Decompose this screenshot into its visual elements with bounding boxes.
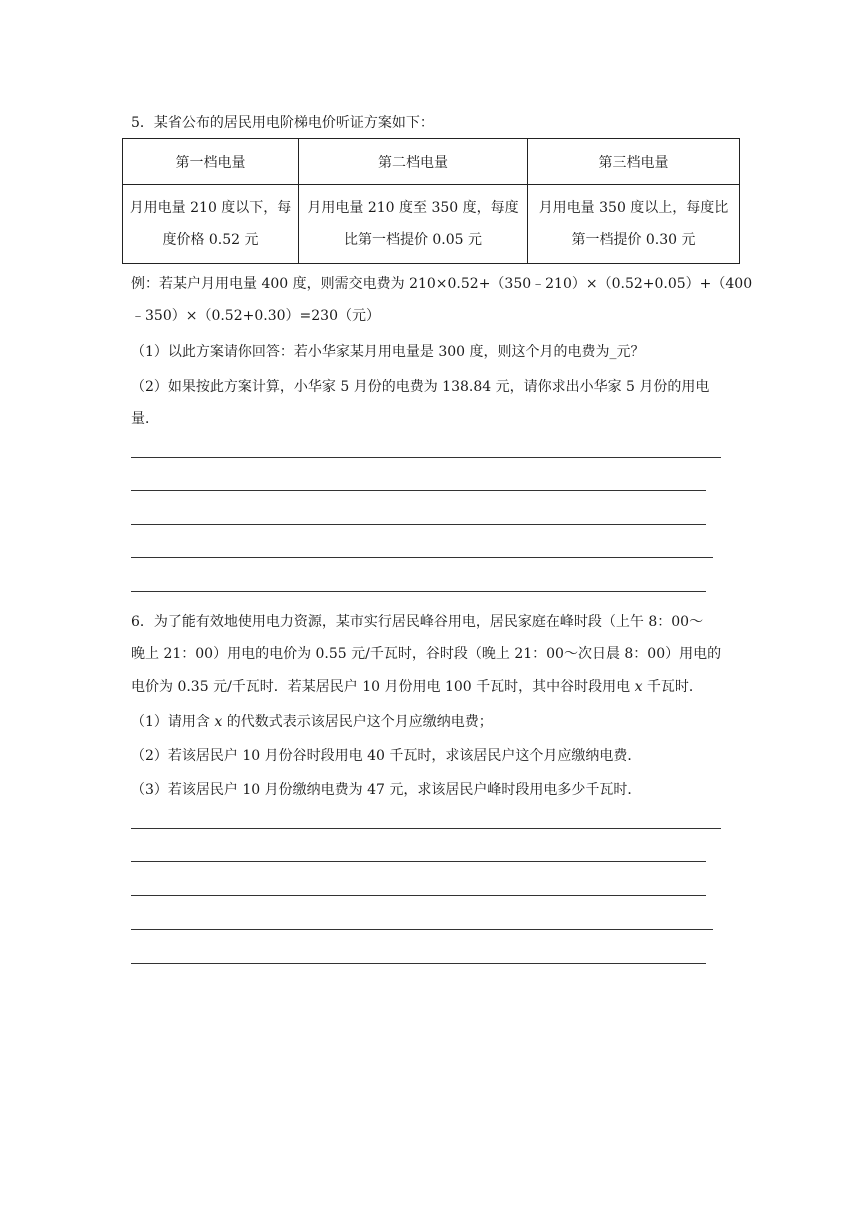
- cell-text: 第一档提价 0.30 元: [571, 232, 696, 248]
- table-cell: [299, 185, 528, 264]
- text-span: （1）请用含: [131, 714, 215, 730]
- answer-line[interactable]: [131, 963, 706, 964]
- table-header-cell: 第三档电量: [528, 139, 740, 185]
- answer-line[interactable]: [131, 929, 713, 930]
- question-6-line-2: 晚上 21：00）用电的电价为 0.55 元/千瓦时，谷时段（晚上 21：00～次日晨 8：00）用电的: [131, 646, 722, 662]
- tariff-table: [122, 138, 740, 264]
- q5-part-2-line-2: 量．: [131, 411, 159, 427]
- cell-text: 月用电量 210 度至 350 度，每度: [307, 200, 519, 216]
- question-6-line-3: [131, 676, 703, 696]
- table-header-cell: 第二档电量: [299, 139, 528, 185]
- table-cell: [528, 185, 740, 264]
- cell-text: 比第一档提价 0.05 元: [343, 232, 483, 248]
- cell-text: 月用电量 350 度以上，每度比: [538, 200, 729, 216]
- cell-text: 月用电量 210 度以下，每: [129, 200, 292, 216]
- answer-line[interactable]: [131, 490, 706, 491]
- answer-line[interactable]: [131, 828, 721, 829]
- example-text-line-1: 例：若某户月用电量 400 度，则需交电费为 210×0.52+（350﹣210）×（0.52+0.05）+（400: [131, 276, 753, 292]
- q5-part-1: （1）以此方案请你回答：若小华家某月用电量是 300 度，则这个月的电费为_元？: [131, 344, 645, 360]
- cell-text: 度价格 0.52 元: [162, 232, 259, 248]
- table-header-row: [123, 139, 740, 185]
- answer-line[interactable]: [131, 524, 706, 525]
- question-5-title: 5．某省公布的居民用电阶梯电价听证方案如下：: [131, 115, 434, 131]
- answer-line[interactable]: [131, 861, 706, 862]
- answer-line[interactable]: [131, 895, 706, 896]
- q6-part-1: [131, 711, 493, 731]
- q5-part-2-line-1: （2）如果按此方案计算，小华家 5 月份的电费为 138.84 元，请你求出小华家 5 月份的用电: [131, 379, 710, 395]
- text-span: 电价为 0.35 元/千瓦时．若某居民户 10 月份用电 100 千瓦时，其中谷时段用电: [131, 679, 635, 695]
- variable-x: x: [634, 679, 643, 695]
- table-header-cell: 第一档电量: [123, 139, 299, 185]
- text-span: 的代数式表示该居民户这个月应缴纳电费；: [222, 714, 493, 730]
- answer-line[interactable]: [131, 591, 706, 592]
- text-span: 千瓦时．: [642, 679, 703, 695]
- table-cell: [123, 185, 299, 264]
- q6-part-3: （3）若该居民户 10 月份缴纳电费为 47 元，求该居民户峰时段用电多少千瓦时．: [131, 782, 642, 798]
- answer-line[interactable]: [131, 457, 721, 458]
- table-row: [123, 185, 740, 264]
- q6-part-2: （2）若该居民户 10 月份谷时段用电 40 千瓦时，求该居民户这个月应缴纳电费．: [131, 748, 642, 764]
- example-text-line-2: ﹣350）×（0.52+0.30）=230（元）: [131, 308, 380, 324]
- variable-x: x: [214, 714, 223, 730]
- answer-line[interactable]: [131, 557, 713, 558]
- question-6-line-1: 6．为了能有效地使用电力资源，某市实行居民峰谷用电，居民家庭在峰时段（上午 8：00～: [131, 614, 704, 630]
